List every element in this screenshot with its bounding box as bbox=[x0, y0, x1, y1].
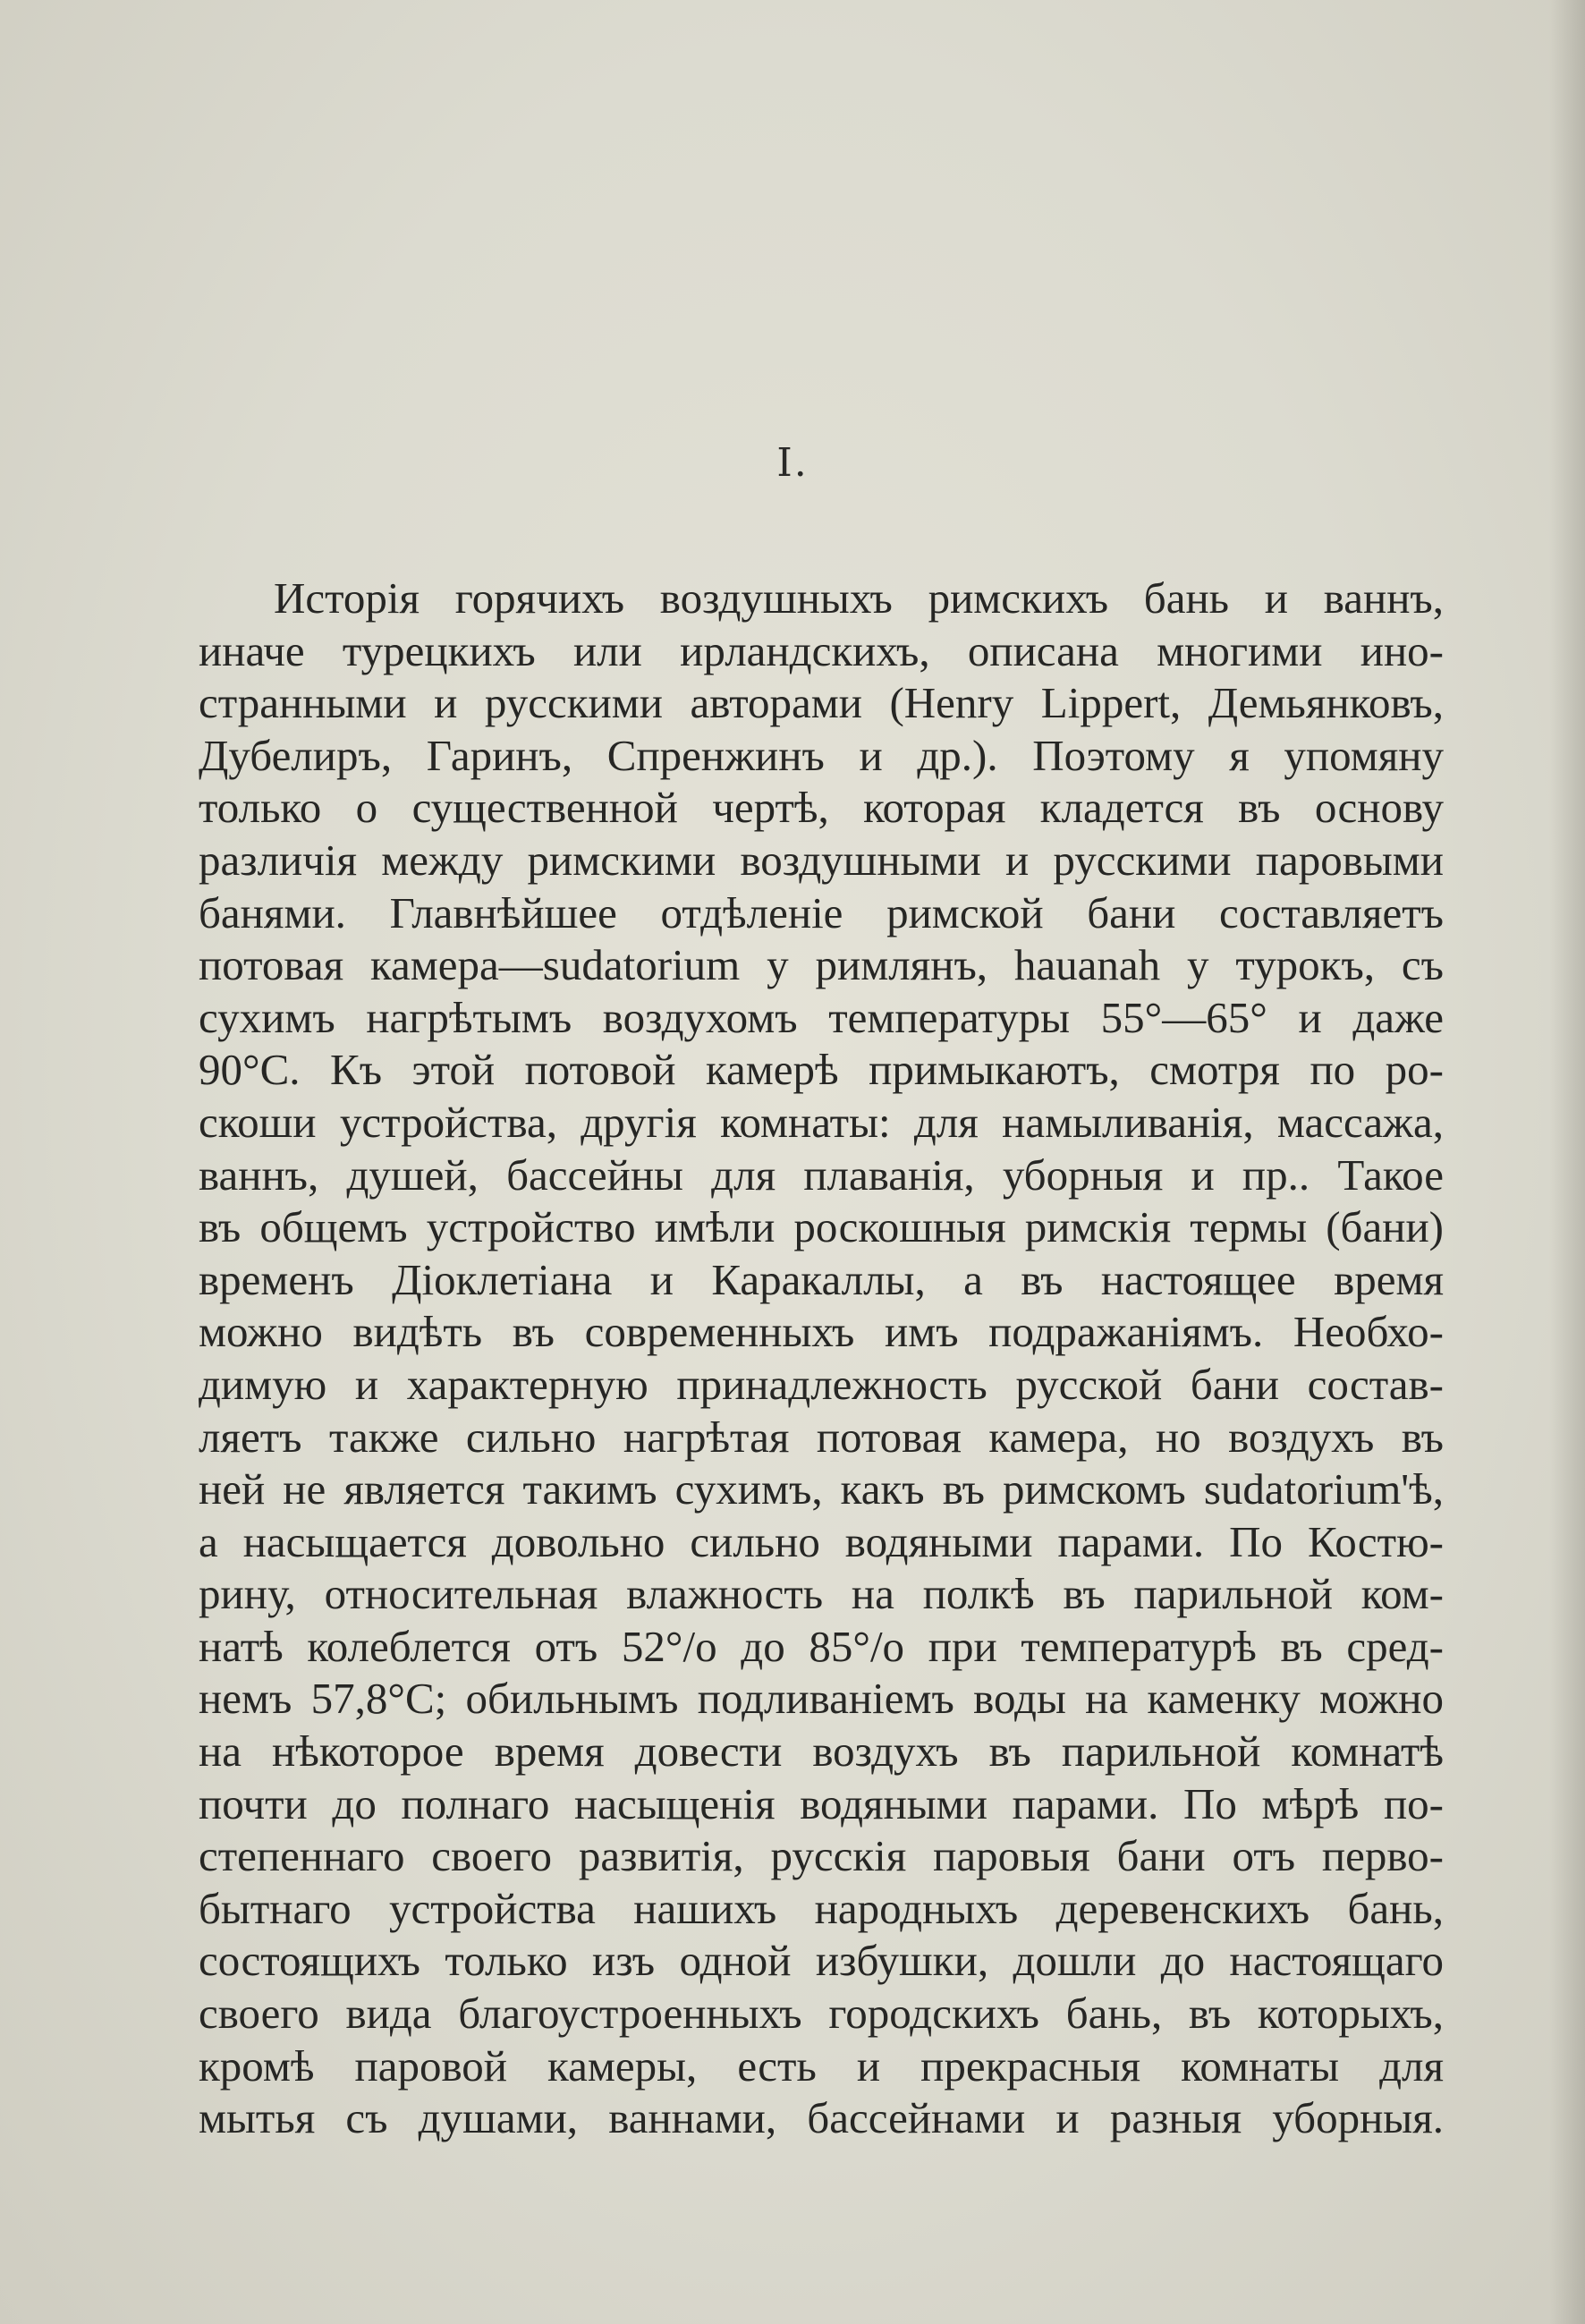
text-line: 90°C. Къ этой потовой камерѣ примыкаютъ, смотря по ро- bbox=[199, 1045, 1444, 1095]
text-line: временъ Діоклетіана и Каракаллы, а въ настоящее время bbox=[199, 1254, 1444, 1304]
text-line: состоящихъ только изъ одной избушки, дошли до настоящаго bbox=[199, 1936, 1444, 1986]
text-line: своего вида благоустроенныхъ городскихъ бань, въ которыхъ, bbox=[199, 1989, 1444, 2039]
text-line: различія между римскими воздушными и русскими паровыми bbox=[199, 835, 1444, 885]
text-line: немъ 57,8°C; обильнымъ подливаніемъ воды на каменку можно bbox=[199, 1674, 1444, 1724]
text-line: иначе турецкихъ или ирландскихъ, описана многими ино- bbox=[199, 625, 1444, 675]
text-line: Дубелиръ, Гаринъ, Спренжинъ и др.). Поэтому я упомяну bbox=[199, 730, 1444, 780]
text-line: въ общемъ устройство имѣли роскошныя римскія термы (бани) bbox=[199, 1202, 1444, 1252]
text-line: странными и русскими авторами (Henry Lippert, Демьянковъ, bbox=[199, 678, 1444, 728]
text-line: ляетъ также сильно нагрѣтая потовая камера, но воздухъ въ bbox=[199, 1412, 1444, 1462]
section-heading: I. bbox=[776, 440, 809, 486]
text-line: кромѣ паровой камеры, есть и прекрасныя комнаты для bbox=[199, 2040, 1444, 2091]
text-line: сухимъ нагрѣтымъ воздухомъ температуры 55°—65° и даже bbox=[199, 992, 1444, 1042]
text-line: потовая камера—sudatorium у римлянъ, hauanah у турокъ, съ bbox=[199, 940, 1444, 990]
text-line: димую и характерную принадлежность русской бани состав- bbox=[199, 1359, 1444, 1409]
body-paragraph bbox=[199, 573, 1444, 2145]
text-line: скоши устройства, другія комнаты: для намыливанія, массажа, bbox=[199, 1097, 1444, 1147]
text-line: степеннаго своего развитія, русскія паровыя бани отъ перво- bbox=[199, 1831, 1444, 1881]
text-line: только о существенной чертѣ, которая кладется въ основу bbox=[199, 783, 1444, 833]
page-edge-shadow bbox=[1549, 0, 1585, 2324]
text-line: натѣ колеблется отъ 52°/o до 85°/o при температурѣ въ сред- bbox=[199, 1621, 1444, 1671]
text-line: Исторія горячихъ воздушныхъ римскихъ бань и ваннъ, bbox=[274, 573, 1444, 623]
text-line: на нѣкоторое время довести воздухъ въ парильной комнатѣ bbox=[199, 1726, 1444, 1777]
text-line: можно видѣть въ современныхъ имъ подражаніямъ. Необхо- bbox=[199, 1307, 1444, 1357]
text-line: ваннъ, душей, бассейны для плаванія, уборныя и пр.. Такое bbox=[199, 1149, 1444, 1200]
text-line: ней не является такимъ сухимъ, какъ въ римскомъ sudatorium'ѣ, bbox=[199, 1464, 1444, 1514]
text-line: почти до полнаго насыщенія водяными парами. По мѣрѣ по- bbox=[199, 1778, 1444, 1828]
text-line: бытнаго устройства нашихъ народныхъ деревенскихъ бань, bbox=[199, 1883, 1444, 1933]
text-line: рину, относительная влажность на полкѣ въ парильной ком- bbox=[199, 1569, 1444, 1619]
text-line: банями. Главнѣйшее отдѣленіе римской бани составляетъ bbox=[199, 887, 1444, 937]
text-line: мытья съ душами, ваннами, бассейнами и разныя уборныя. bbox=[199, 2093, 1444, 2143]
text-line: а насыщается довольно сильно водяными парами. По Костю- bbox=[199, 1516, 1444, 1566]
